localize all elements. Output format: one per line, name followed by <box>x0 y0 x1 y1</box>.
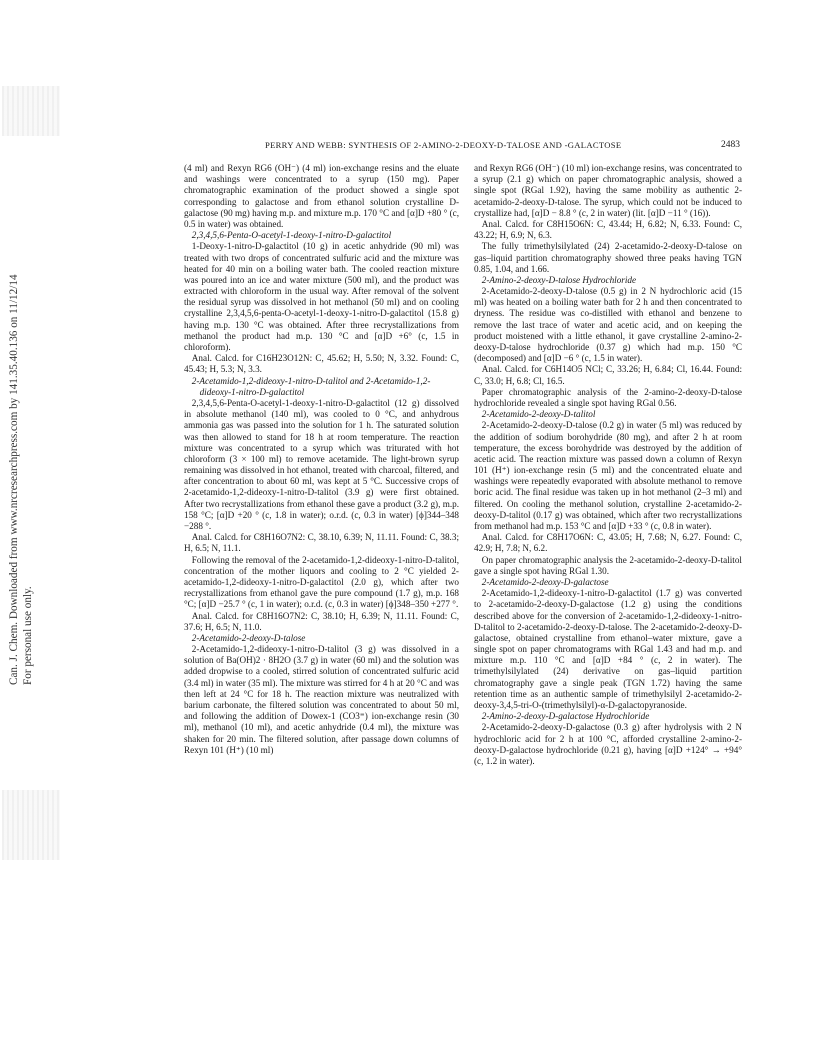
page-number: 2483 <box>721 140 740 150</box>
section-heading: 2-Amino-2-deoxy-D-galactose Hydrochloride <box>481 711 650 722</box>
analysis-line: Anal. Calcd. for C16H23O12N: C, 45.62; H, 5.50; N, 3.32. Found: C, 45.43; H, 5.3; N, 3.3. <box>184 353 459 375</box>
paragraph: The fully trimethylsilylated (24) 2-acetamido-2-deoxy-D-talose on gas–liquid partition chromatography showed three peaks having TGN 0.85, 1.04, and 1.66. <box>474 241 742 274</box>
paragraph: 2,3,4,5,6-Penta-O-acetyl-1-deoxy-1-nitro-D-galactitol (12 g) dissolved in absolute methanol (140 ml), was cooled to 0 °C, and anhydrous ammonia gas was passed into the solution for 1 h. The saturated solution was then allowed to stand for 18 h at room temperature. The reaction mixture was concentrated to a syrup which was triturated with hot chloroform (3 × 100 ml) to remove acetamide. The light-brown syrup remaining was dissolved in hot ethanol, treated with charcoal, filtered, and after concentration to about 60 ml, was kept at 5 °C. Successive crops of 2-acetamido-1,2-dideoxy-1-nitro-D-talitol (3.9 g) were first obtained. After two recrystallizations from ethanol these gave a product (3.2 g), m.p. 158 °C; [α]D +20 ° (c, 1.8 in water); o.r.d. (c, 0.3 in water) [ϕ]344–348 −288 °. <box>184 397 459 531</box>
paragraph: and Rexyn RG6 (OH⁻) (10 ml) ion-exchange resins, was concentrated to a syrup (2.1 g) which on paper chromatographic analysis, showed a single spot (RGal 1.92), having the same mobility as authentic 2-acetamido-2-deoxy-D-talose. The syrup, which could not be induced to crystallize had, [α]D − 8.8 ° (c, 2 in water) (lit. [α]D −11 ° (16)). <box>474 163 742 218</box>
section-heading: 2-Acetamido-1,2-dideoxy-1-nitro-D-talitol and 2-Acetamido-1,2-dideoxy-1-nitro-D-galactitol <box>191 375 431 397</box>
download-notice-line: For personal use only. <box>21 586 34 685</box>
section-heading: 2-Acetamido-2-deoxy-D-talose <box>191 632 306 643</box>
analysis-line: Anal. Calcd. for C8H16O7N2: C, 38.10, 6.39; N, 11.11. Found: C, 38.3; H, 6.5; N, 11.1. <box>184 532 459 554</box>
left-text-column <box>184 163 459 756</box>
scan-artifact <box>2 790 60 860</box>
analysis-line: Anal. Calcd. for C8H16O7N2: C, 38.10; H, 6.39; N, 11.11. Found: C, 37.6; H, 6.5; N, 11.0. <box>184 610 459 632</box>
analysis-line: Anal. Calcd. for C8H15O6N: C, 43.44; H, 6.82; N, 6.33. Found: C, 43.22; H, 6.9; N, 6.3. <box>474 218 742 241</box>
paragraph: 2-Acetamido-1,2-dideoxy-1-nitro-D-galactitol (1.7 g) was converted to 2-acetamido-2-deoxy-D-galactose (1.2 g) using the conditions described above for the conversion of 2-acetamido-1,2-dideoxy-1-nitro-D-talitol to 2-acetamido-2-deoxy-D-talose. The 2-acetamido-2-deoxy-D-galactose, obtained crystalline from ethanol–water mixture, gave a single spot on paper chromatograms with RGal 1.43 and had m.p. and mixture m.p. 110 °C and [α]D +84 ° (c, 2 in water). The trimethylsilylated (24) derivative on gas–liquid partition chromatography gave a single peak (TGN 1.72) having the same retention time as an authentic sample of trimethylsilyl 2-acetamido-2-deoxy-3,4,5-tri-O-(trimethylsilyl)-α-D-galactopyranoside. <box>474 588 742 710</box>
section-heading: 2-Acetamido-2-deoxy-D-galactose <box>481 576 609 587</box>
paragraph: 2-Acetamido-2-deoxy-D-galactose (0.3 g) after hydrolysis with 2 N hydrochloric acid for 2 h at 100 °C, afforded crystalline 2-amino-2-deoxy-D-galactose hydrochloride (0.21 g), having [α]D +124° → +94° (c, 1.2 in water). <box>474 722 742 766</box>
section-heading: 2-Amino-2-deoxy-D-talose Hydrochloride <box>481 274 637 285</box>
analysis-line: Anal. Calcd. for C8H17O6N: C, 43.05; H, 7.68; N, 6.27. Found: C, 42.9; H, 7.8; N, 6.2. <box>474 532 742 554</box>
download-notice <box>8 274 35 685</box>
paragraph: Paper chromatographic analysis of the 2-amino-2-deoxy-D-talose hydrochloride revealed a single spot having RGal 0.56. <box>474 386 742 408</box>
section-heading: 2,3,4,5,6-Penta-O-acetyl-1-deoxy-1-nitro-D-galactitol <box>191 230 392 241</box>
download-notice-line: Can. J. Chem. Downloaded from www.nrcresearchpress.com by 141.35.40.136 on 11/12/14 <box>8 274 20 685</box>
analysis-line: Anal. Calcd. for C6H14O5 NCl; C, 33.26; H, 6.84; Cl, 16.44. Found: C, 33.0; H, 6.8; Cl, 16.5. <box>474 364 742 386</box>
paragraph: 1-Deoxy-1-nitro-D-galactitol (10 g) in acetic anhydride (90 ml) was treated with two drops of concentrated sulfuric acid and the mixture was heated for 40 min on a boiling water bath. The cooled reaction mixture was poured into an ice and water mixture (500 ml), and the product was extracted with chloroform in the usual way. After removal of the solvent the residual syrup was dissolved in hot methanol (50 ml) and on cooling crystalline 2,3,4,5,6-penta-O-acetyl-1-deoxy-1-nitro-D-galactitol (15.8 g) having m.p. 130 °C was obtained. After three recrystallizations from methanol the product had m.p. 130 °C and [α]D +6° (c, 1.5 in chloroform). <box>184 241 459 352</box>
right-text-column <box>474 163 742 767</box>
paragraph: 2-Acetamido-2-deoxy-D-talose (0.5 g) in 2 N hydrochloric acid (15 ml) was heated on a boiling water bath for 2 h and then concentrated to dryness. The residue was co-distilled with ethanol and benzene to remove the last trace of water and acetic acid, and on keeping the product moistened with a little ethanol, it gave crystalline 2-amino-2-deoxy-D-talose hydrochloride (0.37 g) which had m.p. 150 °C (decomposed) and [α]D −6 ° (c, 1.5 in water). <box>474 286 742 364</box>
paragraph: 2-Acetamido-2-deoxy-D-talose (0.2 g) in water (5 ml) was reduced by the addition of sodium borohydride (80 mg), and after 2 h at room temperature, the excess borohydride was destroyed by the addition of acetic acid. The reaction mixture was passed down a column of Rexyn 101 (H⁺) ion-exchange resin (5 ml) and the concentrated eluate and washings were repeatedly evaporated with absolute methanol to remove boric acid. The final residue was taken up in hot methanol (2–3 ml) and filtered. On cooling the methanol solution, crystalline 2-acetamido-2-deoxy-D-talitol (0.17 g) was obtained, which after two recrystallizations from methanol had m.p. 153 °C and [α]D +33 ° (c, 0.8 in water). <box>474 420 742 531</box>
paragraph: 2-Acetamido-1,2-dideoxy-1-nitro-D-talitol (3 g) was dissolved in a solution of Ba(OH)2 · 8H2O (3.7 g) in water (60 ml) and the solution was added dropwise to a cooled, stirred solution of concentrated sulfuric acid (3.4 ml) in water (35 ml). The mixture was stirred for 4 h at 20 °C and was then left at 24 °C for 18 h. The reaction mixture was neutralized with barium carbonate, the filtered solution was concentrated to about 50 ml, and following the addition of Dowex-1 (CO3⁼) ion-exchange resin (30 ml), methanol (10 ml), and acetic anhydride (0.4 ml), the mixture was shaken for 20 min. The filtered solution, after passage down columns of Rexyn 101 (H⁺) (10 ml) <box>184 644 459 755</box>
paragraph: Following the removal of the 2-acetamido-1,2-dideoxy-1-nitro-D-talitol, concentration of the mother liquors and cooling to 2 °C yielded 2-acetamido-1,2-dideoxy-1-nitro-D-galactitol (2.0 g), which after two recrystallizations from ethanol gave the pure compound (1.7 g), m.p. 168 °C; [α]D −25.7 ° (c, 1 in water); o.r.d. (c, 0.3 in water) [ϕ]348–350 +277 °. <box>184 554 459 610</box>
paragraph: (4 ml) and Rexyn RG6 (OH⁻) (4 ml) ion-exchange resins and the eluate and washings were concentrated to a syrup (150 mg). Paper chromatographic examination of the product showed a single spot corresponding to galactose and from ethanol solution crystalline D-galactose (90 mg) having m.p. and mixture m.p. 170 °C and [α]D +80 ° (c, 0.5 in water) was obtained. <box>184 163 459 229</box>
paragraph: On paper chromatographic analysis the 2-acetamido-2-deoxy-D-talitol gave a single spot having RGal 1.30. <box>474 554 742 576</box>
scan-artifact <box>2 86 60 136</box>
running-title: PERRY AND WEBB: SYNTHESIS OF 2-AMINO-2-DEOXY-D-TALOSE AND -GALACTOSE <box>265 140 622 150</box>
section-heading: 2-Acetamido-2-deoxy-D-talitol <box>481 409 596 420</box>
